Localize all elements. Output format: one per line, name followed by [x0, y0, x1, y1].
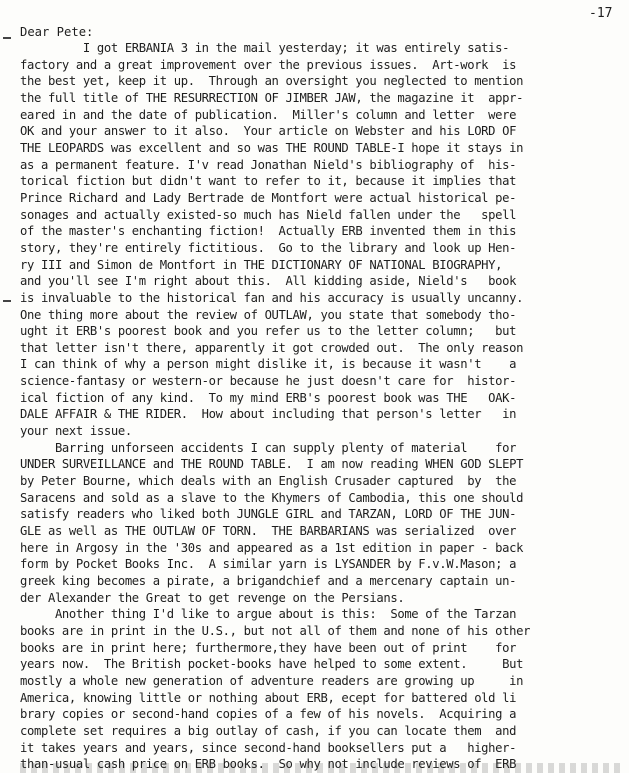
text-line: ught it ERB's poorest book and you refer us to the letter column; but — [20, 324, 517, 339]
text-line: satisfy readers who liked both JUNGLE GIRL and TARZAN, LORD OF THE JUN- — [20, 507, 517, 522]
text-line: the full title of THE RESURRECTION OF JIMBER JAW, the magazine it appr- — [20, 90, 524, 105]
text-line: your next issue. — [20, 424, 132, 439]
text-line: as a permanent feature. I'v read Jonathan Nield's bibliography of his- — [20, 157, 517, 172]
text-line: America, knowing little or nothing about ERB, ecept for battered old li — [20, 690, 517, 705]
text-line: than-usual cash price on ERB books. So why not include reviews of ERB — [20, 757, 517, 772]
text-line: complete set requires a big outlay of cash, if you can locate them and — [20, 723, 517, 738]
text-line: books are in print here; furthermore,they have been out of print for — [20, 640, 517, 655]
text-line: the best yet, keep it up. Through an oversight you neglected to mention — [20, 74, 524, 89]
text-line: story, they're entirely fictitious. Go to the library and look up Hen- — [20, 240, 517, 255]
text-line: eared in and the date of publication. Miller's column and letter were — [20, 107, 517, 122]
text-line: ry III and Simon de Montfort in THE DICTIONARY OF NATIONAL BIOGRAPHY, — [20, 257, 503, 272]
text-line: of the master's enchanting fiction! Actually ERB invented them in this — [20, 224, 517, 239]
text-line: form by Pocket Books Inc. A similar yarn is LYSANDER by F.v.W.Mason; a — [20, 557, 517, 572]
text-line: here in Argosy in the '30s and appeared as a 1st edition in paper - back — [20, 540, 524, 555]
text-line: and you'll see I'm right about this. All kidding aside, Nield's book — [20, 274, 517, 289]
text-line: I got ERBANIA 3 in the mail yesterday; it was entirely satis- — [20, 41, 510, 55]
text-line: One thing more about the review of OUTLAW, you state that somebody tho- — [20, 307, 517, 322]
text-line: that letter isn't there, apparently it got crowded out. The only reason — [20, 340, 524, 355]
text-line: sonages and actually existed-so much has Nield fallen under the spell — [20, 207, 517, 222]
text-line: DALE AFFAIR & THE RIDER. How about including that person's letter in — [20, 407, 517, 422]
text-line: years now. The British pocket-books have helped to some extent. But — [20, 657, 524, 672]
salutation: Dear Pete: — [20, 25, 94, 39]
text-line: factory and a great improvement over the previous issues. Art-work is — [20, 57, 517, 72]
text-line: THE LEOPARDS was excellent and so was THE ROUND TABLE-I hope it stays in — [20, 140, 524, 155]
text-line: is invaluable to the historical fan and his accuracy is usually uncanny. — [20, 290, 524, 305]
text-line: der Alexander the Great to get revenge on the Persians. — [20, 590, 405, 605]
text-line: Saracens and sold as a slave to the Khymers of Cambodia, this one should — [20, 490, 524, 505]
text-line: I can think of why a person might dislike it, is because it wasn't a — [20, 357, 517, 372]
text-line: Prince Richard and Lady Bertrade de Montfort were actual historical pe- — [20, 190, 517, 205]
text-line: GLE as well as THE OUTLAW OF TORN. THE BARBARIANS was serialized over — [20, 524, 517, 539]
text-line: science-fantasy or western-or because he just doesn't care for histor- — [20, 374, 517, 389]
text-line: Barring unforseen accidents I can supply plenty of material for — [20, 440, 517, 455]
text-line: OK and your answer to it also. Your article on Webster and his LORD OF — [20, 124, 517, 139]
text-line: books are in print in the U.S., but not all of them and none of his other — [20, 623, 531, 638]
text-line: by Peter Bourne, which deals with an English Crusader captured by the — [20, 474, 517, 489]
text-line: brary copies or second-hand copies of a few of his novels. Acquiring a — [20, 707, 517, 722]
page-number: -17 — [589, 6, 613, 21]
letter-body — [20, 40, 625, 773]
text-line: ical fiction of any kind. To my mind ERB's poorest book was THE OAK- — [20, 390, 517, 405]
text-line: Another thing I'd like to argue about is this: Some of the Tarzan — [20, 607, 517, 622]
margin-mark — [3, 37, 11, 39]
margin-mark — [3, 300, 11, 302]
text-line: greek king becomes a pirate, a brigandchief and a mercenary captain un- — [20, 574, 517, 588]
text-line: torical fiction but didn't want to refer to it, because it implies that — [20, 174, 517, 189]
bleed-through-smudge — [20, 763, 620, 773]
text-line: mostly a whole new generation of adventure readers are growing up in — [20, 673, 524, 688]
text-line: UNDER SURVEILLANCE and THE ROUND TABLE. I am now reading WHEN GOD SLEPT — [20, 457, 524, 472]
text-line: it takes years and years, since second-hand booksellers put a higher- — [20, 740, 517, 755]
